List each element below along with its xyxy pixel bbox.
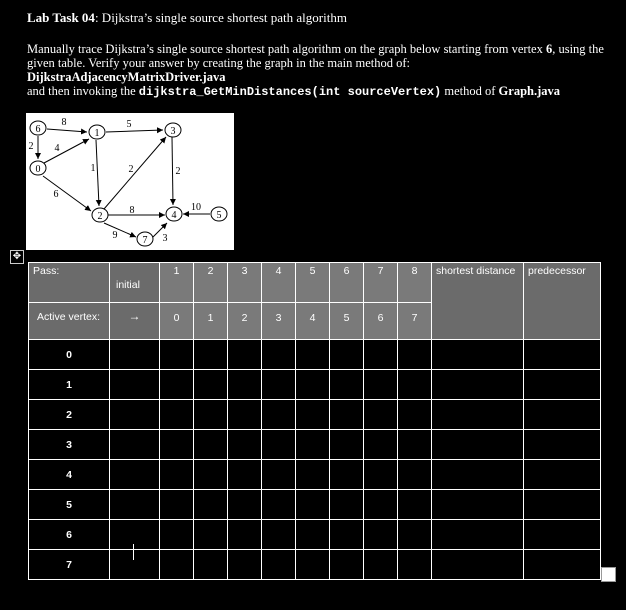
- table-cell[interactable]: [228, 490, 262, 520]
- weight-label: 9: [112, 230, 118, 241]
- table-cell[interactable]: [330, 520, 364, 550]
- weight-label: 3: [162, 233, 168, 244]
- svg-text:1: 1: [94, 128, 100, 139]
- weight-label: 10: [191, 202, 201, 213]
- edge-0-2: [43, 176, 91, 211]
- table-cell[interactable]: [364, 460, 398, 490]
- table-cell[interactable]: [364, 490, 398, 520]
- table-cell[interactable]: [524, 550, 601, 580]
- vertex-row-label: 1: [29, 370, 110, 400]
- table-cell[interactable]: [194, 490, 228, 520]
- table-cell[interactable]: [262, 370, 296, 400]
- table-cell[interactable]: [262, 550, 296, 580]
- svg-text:6: 6: [35, 124, 41, 135]
- table-cell[interactable]: [228, 370, 262, 400]
- table-cell[interactable]: [524, 460, 601, 490]
- table-cell[interactable]: [524, 520, 601, 550]
- table-move-handle-icon[interactable]: ✥: [10, 250, 24, 264]
- active-vertex: 3: [262, 303, 296, 340]
- table-cell[interactable]: [296, 400, 330, 430]
- table-cell[interactable]: [398, 550, 432, 580]
- active-vertex: 1: [194, 303, 228, 340]
- arrow-icon: →: [110, 303, 160, 340]
- table-cell[interactable]: [524, 430, 601, 460]
- table-cell[interactable]: [364, 370, 398, 400]
- weight-label: 8: [129, 205, 135, 216]
- table-cell[interactable]: [398, 340, 432, 370]
- svg-text:0: 0: [35, 164, 41, 175]
- active-vertex: 0: [160, 303, 194, 340]
- task-instructions: Manually trace Dijkstra’s single source shortest path algorithm on the graph below starting from vertex 6, using the given table. Verify your answer by creating the graph in the main method of: DijkstraAdjacencyMatrixDriver.java and then invoking the dijkstra_GetMinDistances(int sourceVertex) method of Graph.java: [27, 42, 604, 99]
- svg-text:7: 7: [142, 235, 148, 246]
- table-cell[interactable]: [398, 490, 432, 520]
- edge-0-1: [44, 139, 89, 163]
- active-vertex: 6: [364, 303, 398, 340]
- table-cell[interactable]: [432, 460, 524, 490]
- edge-1-2: [96, 140, 99, 206]
- table-cell[interactable]: [364, 520, 398, 550]
- weight-label: 2: [28, 141, 34, 152]
- table-cell[interactable]: [524, 340, 601, 370]
- table-cell[interactable]: [194, 340, 228, 370]
- table-cell[interactable]: [228, 550, 262, 580]
- vertex-row-label: 0: [29, 340, 110, 370]
- svg-text:5: 5: [216, 210, 222, 221]
- table-cell[interactable]: [262, 460, 296, 490]
- table-row: [29, 550, 601, 580]
- table-cell[interactable]: [364, 400, 398, 430]
- table-cell[interactable]: [228, 520, 262, 550]
- table-cell[interactable]: [110, 400, 160, 430]
- table-cell[interactable]: [364, 340, 398, 370]
- table-cell[interactable]: [524, 370, 601, 400]
- table-cell[interactable]: [524, 400, 601, 430]
- method-signature: dijkstra_GetMinDistances(int sourceVertex): [138, 85, 442, 99]
- table-cell[interactable]: [160, 520, 194, 550]
- table-cell[interactable]: [110, 460, 160, 490]
- table-row: [29, 400, 601, 430]
- table-cell[interactable]: [160, 400, 194, 430]
- vertex-row-label: 4: [29, 460, 110, 490]
- table-cell[interactable]: [160, 460, 194, 490]
- predecessor-header: predecessor: [524, 263, 601, 340]
- table-cell[interactable]: [524, 490, 601, 520]
- table-cell[interactable]: [110, 550, 160, 580]
- svg-text:4: 4: [171, 210, 177, 221]
- table-cell[interactable]: [296, 550, 330, 580]
- weight-label: 4: [54, 143, 60, 154]
- vertex-row-label: 5: [29, 490, 110, 520]
- table-cell[interactable]: [160, 430, 194, 460]
- vertex-row-label: 7: [29, 550, 110, 580]
- table-cell[interactable]: [398, 370, 432, 400]
- weight-label: 2: [175, 166, 181, 177]
- shortest-distance-header: shortest distance: [432, 263, 524, 340]
- table-row: [29, 490, 601, 520]
- table-cell[interactable]: [228, 400, 262, 430]
- table-cell[interactable]: [110, 490, 160, 520]
- table-cell[interactable]: [262, 520, 296, 550]
- table-cell[interactable]: [398, 400, 432, 430]
- table-cell[interactable]: [432, 340, 524, 370]
- table-cell[interactable]: [228, 430, 262, 460]
- table-cell[interactable]: [330, 400, 364, 430]
- table-cell[interactable]: [330, 460, 364, 490]
- table-cell[interactable]: [262, 430, 296, 460]
- edge-6-1: [47, 129, 87, 132]
- table-cell[interactable]: [110, 340, 160, 370]
- table-cell[interactable]: [432, 400, 524, 430]
- pass-number: 3: [228, 263, 262, 303]
- table-cell[interactable]: [398, 430, 432, 460]
- trace-table: [28, 262, 601, 580]
- driver-filename: DijkstraAdjacencyMatrixDriver.java: [27, 70, 226, 84]
- table-cell[interactable]: [432, 370, 524, 400]
- table-row: [29, 430, 601, 460]
- table-cell[interactable]: [194, 430, 228, 460]
- pass-number: 2: [194, 263, 228, 303]
- pass-label: Pass:: [29, 263, 110, 303]
- edge-2-7: [104, 223, 136, 237]
- table-cell[interactable]: [330, 340, 364, 370]
- vertex-row-label: 2: [29, 400, 110, 430]
- table-cell[interactable]: [296, 370, 330, 400]
- table-row: [29, 460, 601, 490]
- active-vertex-label: Active vertex:: [29, 303, 110, 340]
- table-cell[interactable]: [160, 340, 194, 370]
- class-filename: Graph.java: [498, 84, 561, 98]
- table-cell[interactable]: [432, 430, 524, 460]
- weight-label: 1: [90, 163, 96, 174]
- active-vertex: 7: [398, 303, 432, 340]
- pass-number: 8: [398, 263, 432, 303]
- pass-number: 7: [364, 263, 398, 303]
- table-cell[interactable]: [296, 460, 330, 490]
- weight-label: 2: [128, 164, 134, 175]
- svg-text:3: 3: [170, 126, 176, 137]
- edge-1-3: [106, 130, 163, 132]
- table-cell[interactable]: [160, 370, 194, 400]
- weight-label: 6: [53, 189, 59, 200]
- table-cell[interactable]: [330, 490, 364, 520]
- table-cell[interactable]: [330, 430, 364, 460]
- table-cell[interactable]: [194, 550, 228, 580]
- table-cell[interactable]: [160, 490, 194, 520]
- table-cell[interactable]: [160, 550, 194, 580]
- table-cell[interactable]: [194, 520, 228, 550]
- active-vertex: 2: [228, 303, 262, 340]
- table-cell[interactable]: [296, 430, 330, 460]
- edge-2-3: [104, 137, 166, 209]
- pass-number: 1: [160, 263, 194, 303]
- vertex-row-label: 6: [29, 520, 110, 550]
- table-cell[interactable]: [296, 490, 330, 520]
- table-cell[interactable]: [432, 550, 524, 580]
- pass-number: 4: [262, 263, 296, 303]
- table-cell[interactable]: [432, 520, 524, 550]
- weight-label: 8: [61, 117, 67, 128]
- svg-text:2: 2: [97, 211, 103, 222]
- table-cell[interactable]: [262, 490, 296, 520]
- table-cell[interactable]: [262, 400, 296, 430]
- table-cell[interactable]: [110, 430, 160, 460]
- initial-label: initial: [110, 263, 160, 303]
- table-cell[interactable]: [262, 340, 296, 370]
- table-row: [29, 340, 601, 370]
- pass-number: 5: [296, 263, 330, 303]
- active-vertex: 5: [330, 303, 364, 340]
- task-heading: Lab Task 04: Dijkstra’s single source shortest path algorithm: [27, 10, 347, 25]
- table-cell[interactable]: [432, 490, 524, 520]
- table-cell[interactable]: [398, 520, 432, 550]
- table-cell[interactable]: [296, 520, 330, 550]
- table-cell[interactable]: [110, 520, 160, 550]
- table-cell[interactable]: [194, 370, 228, 400]
- table-row: [29, 370, 601, 400]
- table-cell[interactable]: [194, 460, 228, 490]
- pass-number: 6: [330, 263, 364, 303]
- table-cell[interactable]: [296, 340, 330, 370]
- graph-figure: [26, 113, 234, 250]
- table-cell[interactable]: [364, 550, 398, 580]
- table-cell[interactable]: [228, 460, 262, 490]
- resize-handle[interactable]: [601, 567, 616, 582]
- table-cell[interactable]: [330, 550, 364, 580]
- table-row: [29, 520, 601, 550]
- text-cursor: [133, 544, 134, 560]
- table-cell[interactable]: [194, 400, 228, 430]
- vertex-row-label: 3: [29, 430, 110, 460]
- table-cell[interactable]: [398, 460, 432, 490]
- active-vertex: 4: [296, 303, 330, 340]
- table-cell[interactable]: [364, 430, 398, 460]
- table-cell[interactable]: [330, 370, 364, 400]
- table-cell[interactable]: [228, 340, 262, 370]
- edge-3-4: [172, 137, 173, 205]
- weight-label: 5: [126, 119, 132, 130]
- table-cell[interactable]: [110, 370, 160, 400]
